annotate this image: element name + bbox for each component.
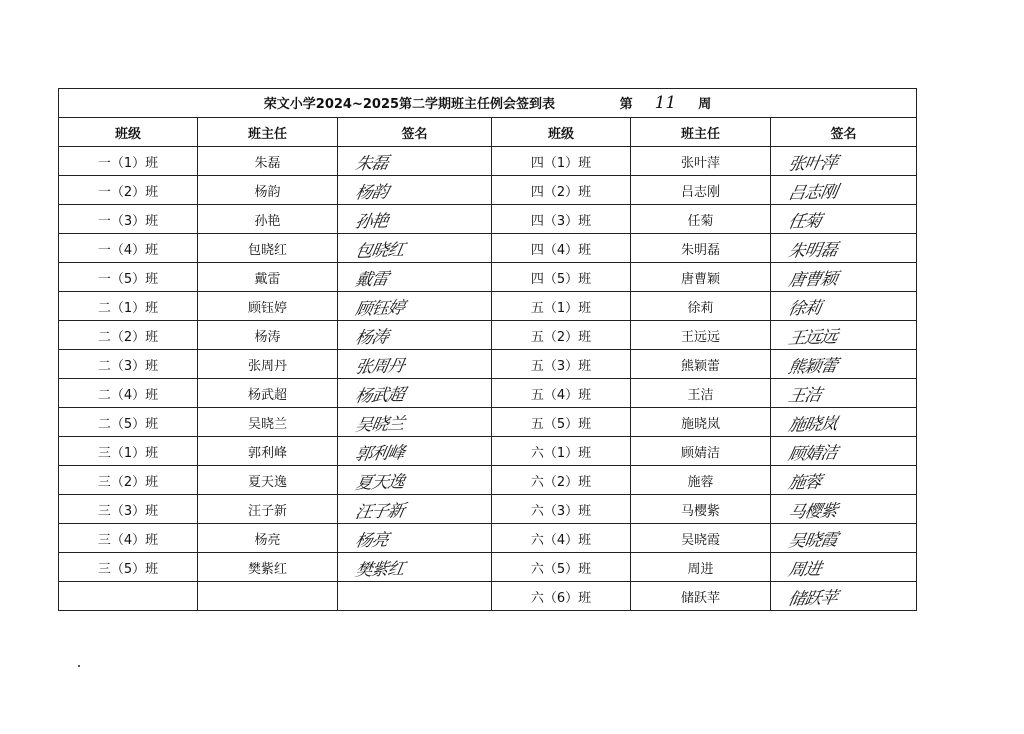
- signature-left-cell: [338, 205, 492, 234]
- handwritten-signature: 王远远: [786, 326, 839, 349]
- title-row: [59, 89, 917, 118]
- class-left-cell: 一（2）班: [59, 176, 198, 205]
- teacher-right-cell: 王远远: [631, 321, 771, 350]
- class-right-cell: 六（1）班: [492, 437, 631, 466]
- class-right-cell: 五（1）班: [492, 292, 631, 321]
- teacher-left-cell: 朱磊: [198, 147, 338, 176]
- sheet-title: 荣文小学2024~2025第二学期班主任例会签到表: [263, 97, 556, 112]
- table-row: [59, 147, 917, 176]
- class-left-cell: 一（4）班: [59, 234, 198, 263]
- teacher-right-cell: 任菊: [631, 205, 771, 234]
- header-teacher-left: 班主任: [198, 118, 338, 147]
- teacher-right-cell: 张叶萍: [631, 147, 771, 176]
- teacher-right-cell: 施蓉: [631, 466, 771, 495]
- handwritten-signature: 吴晓霞: [786, 529, 839, 552]
- class-right-cell: 四（1）班: [492, 147, 631, 176]
- signature-right-cell: [771, 147, 917, 176]
- teacher-right-cell: 顾婧洁: [631, 437, 771, 466]
- header-class-right: 班级: [492, 118, 631, 147]
- table-row: [59, 263, 917, 292]
- signature-left-cell: [338, 553, 492, 582]
- signature-left-cell: [338, 176, 492, 205]
- header-signature-left: 签名: [338, 118, 492, 147]
- class-right-cell: 五（2）班: [492, 321, 631, 350]
- teacher-left-cell: 张周丹: [198, 350, 338, 379]
- signature-left-cell: [338, 379, 492, 408]
- class-left-cell: [59, 582, 198, 611]
- class-right-cell: 六（5）班: [492, 553, 631, 582]
- signature-right-cell: [771, 466, 917, 495]
- signature-right-cell: [771, 205, 917, 234]
- handwritten-signature: 孙艳: [353, 210, 390, 233]
- table-row: [59, 176, 917, 205]
- handwritten-signature: 朱明磊: [786, 239, 839, 262]
- class-left-cell: 三（3）班: [59, 495, 198, 524]
- handwritten-signature: 杨涛: [353, 326, 390, 349]
- teacher-left-cell: 杨涛: [198, 321, 338, 350]
- handwritten-signature: 朱磊: [353, 152, 390, 175]
- header-row: [59, 118, 917, 147]
- teacher-right-cell: 周进: [631, 553, 771, 582]
- table-row: [59, 437, 917, 466]
- handwritten-signature: 马樱紫: [786, 500, 839, 523]
- teacher-right-cell: 施晓岚: [631, 408, 771, 437]
- signature-right-cell: [771, 321, 917, 350]
- class-left-cell: 三（4）班: [59, 524, 198, 553]
- signature-left-cell: [338, 263, 492, 292]
- handwritten-signature: 施晓岚: [786, 413, 839, 436]
- handwritten-signature: 杨亮: [353, 529, 390, 552]
- class-right-cell: 五（4）班: [492, 379, 631, 408]
- header-teacher-right: 班主任: [631, 118, 771, 147]
- handwritten-signature: 储跃苹: [786, 587, 839, 610]
- teacher-left-cell: 郭利峰: [198, 437, 338, 466]
- table-row: [59, 321, 917, 350]
- signature-right-cell: [771, 437, 917, 466]
- table-row: [59, 495, 917, 524]
- teacher-left-cell: 杨武超: [198, 379, 338, 408]
- handwritten-signature: 熊颖蕾: [786, 355, 839, 378]
- signature-right-cell: [771, 379, 917, 408]
- handwritten-signature: 施蓉: [786, 471, 823, 494]
- handwritten-signature: 杨韵: [353, 181, 390, 204]
- header-signature-right: 签名: [771, 118, 917, 147]
- teacher-right-cell: 储跃苹: [631, 582, 771, 611]
- signature-left-cell: [338, 524, 492, 553]
- class-left-cell: 一（5）班: [59, 263, 198, 292]
- class-left-cell: 二（2）班: [59, 321, 198, 350]
- teacher-left-cell: 吴晓兰: [198, 408, 338, 437]
- teacher-left-cell: 包晓红: [198, 234, 338, 263]
- class-left-cell: 三（1）班: [59, 437, 198, 466]
- signature-left-cell: [338, 321, 492, 350]
- week-label-pre: 第: [619, 97, 633, 112]
- class-right-cell: 四（4）班: [492, 234, 631, 263]
- handwritten-signature: 包晓红: [353, 239, 406, 262]
- handwritten-signature: 张周丹: [353, 355, 406, 378]
- table-row: [59, 466, 917, 495]
- class-left-cell: 二（5）班: [59, 408, 198, 437]
- table-row: [59, 292, 917, 321]
- signature-right-cell: [771, 408, 917, 437]
- signature-right-cell: [771, 495, 917, 524]
- teacher-right-cell: 唐曹颖: [631, 263, 771, 292]
- teacher-right-cell: 朱明磊: [631, 234, 771, 263]
- class-right-cell: 四（3）班: [492, 205, 631, 234]
- signature-right-cell: [771, 350, 917, 379]
- table-row: [59, 234, 917, 263]
- table-row: [59, 350, 917, 379]
- class-right-cell: 四（2）班: [492, 176, 631, 205]
- teacher-right-cell: 马樱紫: [631, 495, 771, 524]
- teacher-left-cell: 孙艳: [198, 205, 338, 234]
- class-right-cell: 六（6）班: [492, 582, 631, 611]
- teacher-right-cell: 徐莉: [631, 292, 771, 321]
- handwritten-signature: 顾婧洁: [786, 442, 839, 465]
- signature-left-cell: [338, 292, 492, 321]
- class-left-cell: 三（2）班: [59, 466, 198, 495]
- signature-right-cell: [771, 582, 917, 611]
- header-class-left: 班级: [59, 118, 198, 147]
- title-cell: [59, 89, 917, 118]
- signature-right-cell: [771, 553, 917, 582]
- class-left-cell: 二（3）班: [59, 350, 198, 379]
- signature-right-cell: [771, 524, 917, 553]
- teacher-right-cell: 王洁: [631, 379, 771, 408]
- signature-left-cell: [338, 234, 492, 263]
- class-left-cell: 三（5）班: [59, 553, 198, 582]
- signature-left-cell: [338, 582, 492, 611]
- teacher-left-cell: [198, 582, 338, 611]
- handwritten-signature: 汪子新: [353, 500, 406, 523]
- signature-right-cell: [771, 176, 917, 205]
- week-label-post: 周: [698, 97, 712, 112]
- week-number: 11: [654, 93, 677, 113]
- handwritten-signature: 张叶萍: [786, 152, 839, 175]
- table-row: [59, 582, 917, 611]
- week-indicator: [620, 93, 712, 113]
- handwritten-signature: 郭利峰: [353, 442, 406, 465]
- class-left-cell: 二（4）班: [59, 379, 198, 408]
- class-left-cell: 二（1）班: [59, 292, 198, 321]
- table-row: [59, 205, 917, 234]
- class-right-cell: 六（3）班: [492, 495, 631, 524]
- teacher-left-cell: 汪子新: [198, 495, 338, 524]
- signature-left-cell: [338, 437, 492, 466]
- teacher-left-cell: 戴雷: [198, 263, 338, 292]
- signature-left-cell: [338, 147, 492, 176]
- class-right-cell: 五（5）班: [492, 408, 631, 437]
- teacher-right-cell: 吴晓霞: [631, 524, 771, 553]
- handwritten-signature: 唐曹颖: [786, 268, 839, 291]
- signature-right-cell: [771, 263, 917, 292]
- table-row: [59, 408, 917, 437]
- class-right-cell: 四（5）班: [492, 263, 631, 292]
- class-left-cell: 一（3）班: [59, 205, 198, 234]
- signature-left-cell: [338, 495, 492, 524]
- table-row: [59, 379, 917, 408]
- handwritten-signature: 樊紫红: [353, 558, 406, 581]
- handwritten-signature: 吴晓兰: [353, 413, 406, 436]
- handwritten-signature: 王洁: [786, 384, 823, 407]
- signature-left-cell: [338, 350, 492, 379]
- sign-in-table: [58, 88, 917, 611]
- signature-left-cell: [338, 466, 492, 495]
- signature-left-cell: [338, 408, 492, 437]
- teacher-left-cell: 夏天逸: [198, 466, 338, 495]
- handwritten-signature: 戴雷: [353, 268, 390, 291]
- signature-right-cell: [771, 292, 917, 321]
- teacher-left-cell: 杨亮: [198, 524, 338, 553]
- handwritten-signature: 夏天逸: [353, 471, 406, 494]
- class-right-cell: 六（4）班: [492, 524, 631, 553]
- table-row: [59, 524, 917, 553]
- teacher-left-cell: 杨韵: [198, 176, 338, 205]
- teacher-right-cell: 吕志刚: [631, 176, 771, 205]
- handwritten-signature: 吕志刚: [786, 181, 839, 204]
- scan-speck: [78, 665, 80, 667]
- teacher-right-cell: 熊颖蕾: [631, 350, 771, 379]
- teacher-left-cell: 顾钰婷: [198, 292, 338, 321]
- handwritten-signature: 徐莉: [786, 297, 823, 320]
- handwritten-signature: 任菊: [786, 210, 823, 233]
- signature-right-cell: [771, 234, 917, 263]
- handwritten-signature: 周进: [786, 558, 823, 581]
- table-row: [59, 553, 917, 582]
- handwritten-signature: 杨武超: [353, 384, 406, 407]
- handwritten-signature: 顾钰婷: [353, 297, 406, 320]
- class-right-cell: 六（2）班: [492, 466, 631, 495]
- class-right-cell: 五（3）班: [492, 350, 631, 379]
- teacher-left-cell: 樊紫红: [198, 553, 338, 582]
- class-left-cell: 一（1）班: [59, 147, 198, 176]
